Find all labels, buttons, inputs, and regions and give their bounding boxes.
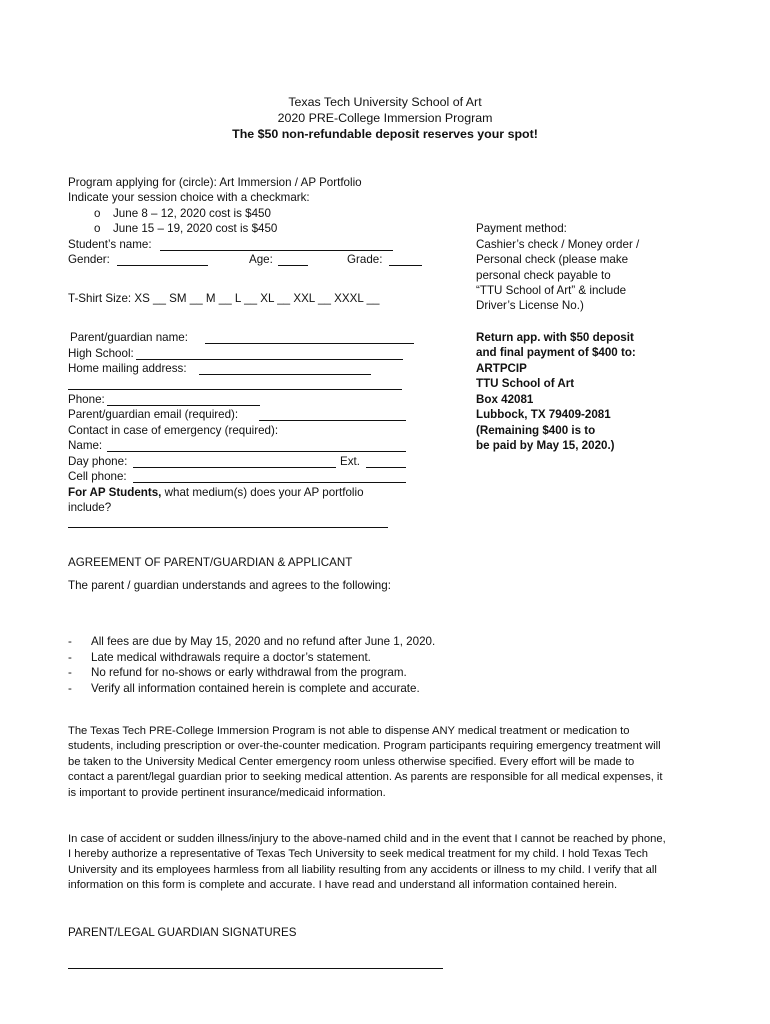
day-phone-field[interactable] [133,467,336,468]
ap-question-bold: For AP Students, [68,486,162,499]
session-2-bullet[interactable]: o [94,222,101,235]
day-phone-label: Day phone: [68,455,128,468]
parent-email-field[interactable] [259,420,406,421]
list-item: All fees are due by May 15, 2020 and no refund after June 1, 2020. [91,635,436,648]
session-1: June 8 – 12, 2020 cost is $450 [113,207,271,220]
list-item: No refund for no-shows or early withdrawal from the program. [91,666,407,679]
home-address-field-line-2[interactable] [68,389,402,390]
ap-question-line-2: include? [68,501,112,514]
payment-line: personal check payable to [476,269,611,282]
ext-field[interactable] [366,467,406,468]
payment-line: Payment method: [476,222,567,235]
header-deposit-notice: The $50 non-refundable deposit reserves your spot! [232,127,538,141]
return-line: be paid by May 15, 2020.) [476,439,615,452]
cell-phone-field[interactable] [133,482,406,483]
emergency-name-field[interactable] [107,451,406,452]
program-choice: Program applying for (circle): Art Immersion / AP Portfolio [68,176,362,189]
phone-label: Phone: [68,393,105,406]
agreement-heading: AGREEMENT OF PARENT/GUARDIAN & APPLICANT [68,556,353,569]
return-line: (Remaining $400 is to [476,424,596,437]
parent-name-label: Parent/guardian name: [70,331,188,344]
return-line: Lubbock, TX 79409-2081 [476,408,611,421]
return-line: ARTPCIP [476,362,527,375]
return-line: TTU School of Art [476,377,575,390]
ap-question [68,485,364,500]
age-field[interactable] [278,265,308,266]
signatures-heading: PARENT/LEGAL GUARDIAN SIGNATURES [68,926,297,939]
signature-line[interactable] [68,968,443,969]
return-line: and final payment of $400 to: [476,346,636,359]
home-address-label: Home mailing address: [68,362,187,375]
payment-line: Personal check (please make [476,253,629,266]
payment-line: “TTU School of Art” & include [476,284,627,297]
student-name-field[interactable] [160,250,393,251]
list-dash: - [68,651,72,664]
list-dash: - [68,666,72,679]
parent-name-field[interactable] [205,343,414,344]
payment-line: Driver’s License No.) [476,299,584,312]
return-line: Box 42081 [476,393,534,406]
ext-label: Ext. [340,455,360,468]
session-1-bullet[interactable]: o [94,207,101,220]
gender-label: Gender: [68,253,110,266]
home-address-field[interactable] [199,374,371,375]
high-school-field[interactable] [136,359,403,360]
agreement-intro: The parent / guardian understands and agrees to the following: [68,579,391,592]
parent-email-label: Parent/guardian email (required): [68,408,239,421]
grade-label: Grade: [347,253,383,266]
ap-medium-field[interactable] [68,527,388,528]
return-line: Return app. with $50 deposit [476,331,634,344]
grade-field[interactable] [389,265,422,266]
student-name-label: Student’s name: [68,238,152,251]
medical-treatment-paragraph: The Texas Tech PRE-College Immersion Program is not able to dispense ANY medical treatment or medication to students, including prescription or over-the-counter medication. Program participants requiring emergency treatment will be taken to the University Medical Center emergency room unless otherwise specified. Every effort will be made to contact a parent/legal guardian prior to seeking medical attention. As parents are responsible for all medical expenses, it is important to provide pertinent insurance/medicaid information. [68,725,663,799]
emergency-contact-label: Contact in case of emergency (required): [68,424,279,437]
gender-field[interactable] [117,265,208,266]
high-school-label: High School: [68,347,134,360]
list-dash: - [68,635,72,648]
ap-question-rest: what medium(s) does your AP portfolio [161,486,364,499]
phone-field[interactable] [107,405,260,406]
list-item: Verify all information contained herein is complete and accurate. [91,682,420,695]
header-title: Texas Tech University School of Art [288,95,482,109]
emergency-name-label: Name: [68,439,103,452]
session-intro: Indicate your session choice with a checkmark: [68,191,310,204]
session-2: June 15 – 19, 2020 cost is $450 [113,222,278,235]
payment-line: Cashier’s check / Money order / [476,238,640,251]
liability-paragraph: In case of accident or sudden illness/injury to the above-named child and in the event that I cannot be reached by phone, I hereby authorize a representative of Texas Tech University to seek medical treatment for my child. I hold Texas Tech University and its employees harmless from all liability resulting from any accidents or illness to my child. I verify that all information on this form is complete and accurate. I have read and understand all information contained herein. [68,833,666,892]
tshirt-size[interactable]: T-Shirt Size: XS __ SM __ M __ L __ XL __ XXL __ XXXL __ [68,292,380,305]
header-program: 2020 PRE-College Immersion Program [277,111,493,125]
list-dash: - [68,682,72,695]
age-label: Age: [249,253,273,266]
list-item: Late medical withdrawals require a doctor’s statement. [91,651,371,664]
cell-phone-label: Cell phone: [68,470,127,483]
